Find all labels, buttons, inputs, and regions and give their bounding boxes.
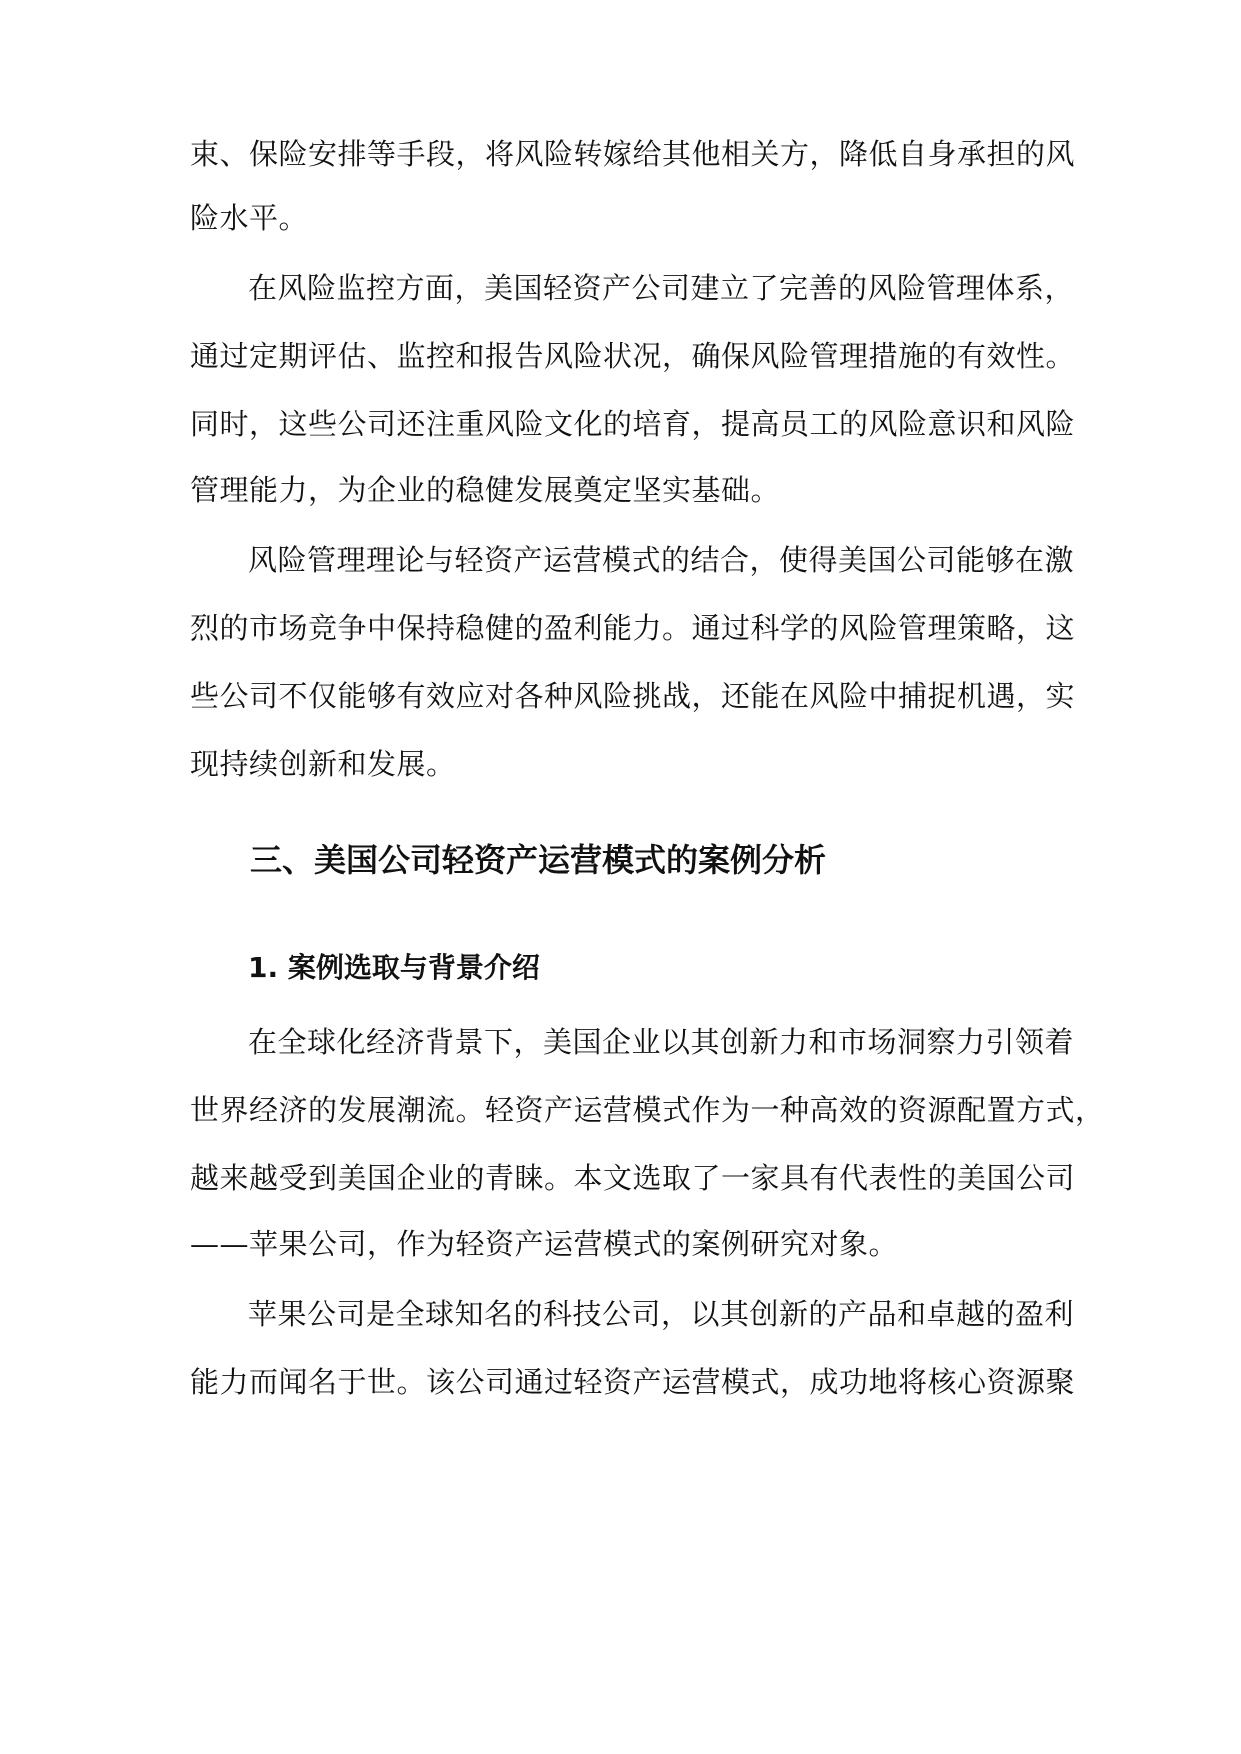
paragraph-line: 苹果公司是全球知名的科技公司，以其创新的产品和卓越的盈利 <box>248 1297 1075 1331</box>
paragraph-line: 越来越受到美国企业的青睐。本文选取了一家具有代表性的美国公司 <box>190 1161 1076 1195</box>
paragraph-line: 同时，这些公司还注重风险文化的培育，提高员工的风险意识和风险 <box>190 407 1076 441</box>
paragraph-line: 在风险监控方面，美国轻资产公司建立了完善的风险管理体系， <box>248 271 1075 305</box>
paragraph-line: ——苹果公司，作为轻资产运营模式的案例研究对象。 <box>190 1227 899 1261</box>
paragraph-line: 风险管理理论与轻资产运营模式的结合，使得美国公司能够在激 <box>248 543 1075 577</box>
paragraph-line: 束、保险安排等手段，将风险转嫁给其他相关方，降低自身承担的风 <box>190 137 1076 171</box>
paragraph-line: 险水平。 <box>190 201 309 235</box>
paragraph-line: 管理能力，为企业的稳健发展奠定坚实基础。 <box>190 473 781 507</box>
paragraph-line: 烈的市场竞争中保持稳健的盈利能力。通过科学的风险管理策略，这 <box>190 611 1076 645</box>
section-heading: 三、美国公司轻资产运营模式的案例分析 <box>250 841 827 879</box>
paragraph-line: 能力而闻名于世。该公司通过轻资产运营模式，成功地将核心资源聚 <box>190 1365 1076 1399</box>
subsection-heading: 1. 案例选取与背景介绍 <box>248 951 540 984</box>
paragraph-line: 通过定期评估、监控和报告风险状况，确保风险管理措施的有效性。 <box>190 339 1076 373</box>
paragraph-line: 世界经济的发展潮流。轻资产运营模式作为一种高效的资源配置方式， <box>190 1093 1105 1127</box>
paragraph-line: 些公司不仅能够有效应对各种风险挑战，还能在风险中捕捉机遇，实 <box>190 679 1076 713</box>
paragraph-line: 现持续创新和发展。 <box>190 747 456 781</box>
paragraph-line: 在全球化经济背景下，美国企业以其创新力和市场洞察力引领着 <box>248 1025 1075 1059</box>
